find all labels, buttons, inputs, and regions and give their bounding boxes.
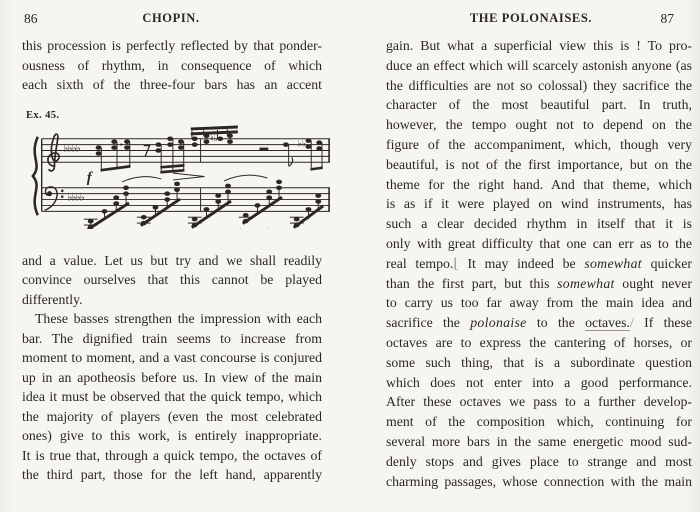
music-example-label: Ex. 45. bbox=[26, 109, 60, 121]
accidentals-2: ♭♭ bbox=[297, 138, 307, 149]
running-title-right: THE POLONAISES. bbox=[469, 11, 593, 25]
text-line: beautiful, is not of the first importance, but on the bbox=[386, 156, 692, 172]
running-head-right bbox=[386, 11, 676, 27]
left-paragraph-2 bbox=[22, 251, 322, 485]
music-example bbox=[26, 109, 332, 229]
half-rest-icon bbox=[259, 147, 268, 150]
text-line: These basses strengthen the impression with each bbox=[35, 311, 322, 326]
page-right bbox=[350, 0, 700, 512]
text-line: differently. bbox=[22, 291, 83, 307]
text-line: which does not enter into a good performance. bbox=[386, 374, 692, 390]
text-line: sacrifice the polonaise to the octaves./ If these bbox=[386, 315, 693, 331]
bass-staff bbox=[42, 187, 330, 211]
text-line: moment to moment, and a vast concourse is conjured bbox=[22, 350, 322, 365]
running-head-left bbox=[22, 11, 320, 27]
page-number-right: 87 bbox=[660, 11, 674, 26]
text-line: the difficulties are not so colossal) they sacrifice the bbox=[386, 77, 692, 93]
bass-notes bbox=[88, 179, 321, 228]
text-line: character of the most beautiful part. In truth, bbox=[386, 97, 692, 113]
left-text-column bbox=[22, 36, 322, 485]
pencil-mark: ⌊ bbox=[453, 255, 459, 271]
text-line: ones) give to this work, is entirely inappropriate. bbox=[22, 428, 322, 443]
text-line: to carry us too far away from the main idea and bbox=[386, 295, 692, 311]
right-text-column bbox=[386, 36, 692, 491]
text-line: charming passages, whose connection with the main bbox=[386, 473, 692, 489]
dynamic-forte: f bbox=[86, 169, 92, 186]
text-line: and a value. Let us but try and we shall readily bbox=[22, 252, 322, 268]
text-line: however, the tempo ought not to depend on the bbox=[386, 117, 692, 133]
text-line: ment of the composition which, continuing for bbox=[386, 414, 692, 430]
text-line: real tempo.⌊ It may indeed be somewhat quicker bbox=[386, 255, 692, 271]
text-line: idea it must be observed that the quick tempo, which bbox=[22, 389, 322, 404]
text-line: the majority of players (even the most celebrated bbox=[22, 408, 322, 424]
treble-clef-icon bbox=[48, 134, 59, 171]
text-line: than the first part, but this somewhat ought never bbox=[386, 275, 692, 291]
left-paragraph-1 bbox=[22, 36, 322, 95]
text-line: such a clear decided rhythm in itself that it is bbox=[386, 216, 692, 232]
text-line: is as if it were played on wind instruments, has bbox=[386, 196, 692, 212]
grand-staff-brace bbox=[33, 136, 38, 214]
text-line: ousness of rhythm, in consequence of which bbox=[22, 57, 322, 73]
text-line: bar. The dignified train seems to increase from bbox=[22, 330, 322, 346]
text-line: only with great difficulty that one can err as to the bbox=[386, 235, 692, 251]
text-line: several more bars in the same energetic mood sud- bbox=[386, 433, 692, 449]
treble-staff bbox=[42, 138, 330, 162]
key-signature-bass: ♭♭♭♭ bbox=[67, 191, 84, 204]
pencil-underline: octaves. bbox=[585, 315, 630, 331]
music-example-svg bbox=[26, 125, 332, 229]
text-line: convince ourselves that this cannot be played bbox=[22, 272, 322, 287]
text-line: the third part, those for the left hand, apparently bbox=[22, 467, 322, 482]
text-line: theme for the right hand. And that theme, which bbox=[386, 176, 692, 192]
accidentals: ♮♭ bbox=[210, 133, 218, 144]
text-line: up in an apotheosis before us. In view of the main bbox=[22, 369, 322, 385]
text-line: duce an effect which will scarcely astonish anyone (as bbox=[386, 57, 692, 73]
text-line: After these octaves we pass to a further develop- bbox=[386, 394, 692, 410]
text-line: each sixth of the three-four bars has an accent bbox=[22, 77, 322, 92]
text-line: some such thing, that is a subordinate question bbox=[386, 354, 692, 370]
running-title-left: CHOPIN. bbox=[142, 11, 200, 25]
text-line: denly stops and gives place to strange and most bbox=[386, 453, 692, 469]
page-number-left: 86 bbox=[24, 11, 38, 26]
text-line: octaves are to express the cantering of horses, or bbox=[386, 334, 692, 350]
text-line: this procession is perfectly reflected by that ponder- bbox=[22, 38, 322, 53]
text-line: figure of the accompaniment, which, though very bbox=[386, 136, 692, 152]
decrescendo-hairpin-icon bbox=[173, 173, 204, 180]
pencil-mark: / bbox=[629, 315, 634, 331]
text-line: It is true that, through a quick tempo, the octaves of bbox=[22, 447, 322, 463]
text-line: gain. But what a superficial view this is ! To pro- bbox=[386, 38, 692, 53]
bass-clef-icon bbox=[45, 186, 64, 210]
key-signature-treble: ♭♭♭♭ bbox=[63, 142, 80, 154]
